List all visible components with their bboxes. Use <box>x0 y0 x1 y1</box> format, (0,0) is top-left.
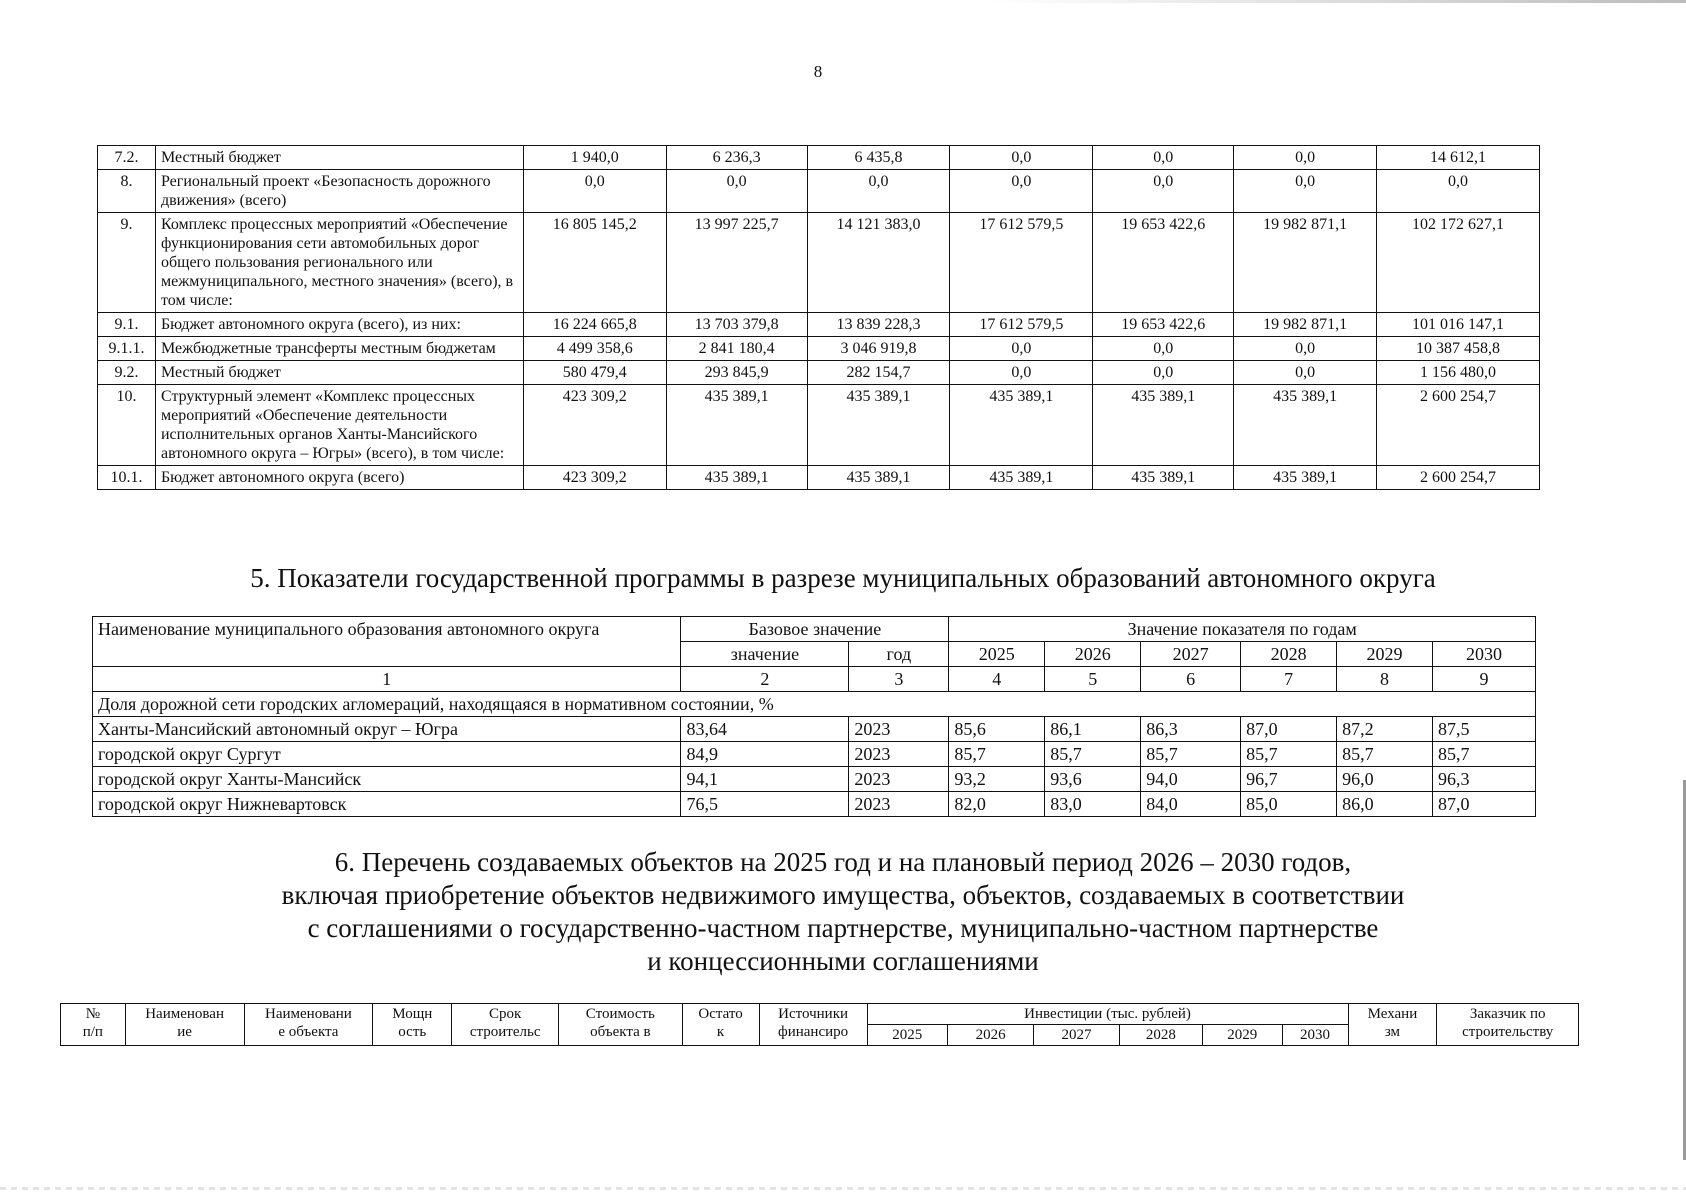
row-value: 435 389,1 <box>1093 466 1234 490</box>
col-number: 9 <box>1433 667 1536 692</box>
row-value: 0,0 <box>666 170 807 213</box>
year-value: 94,0 <box>1141 767 1241 792</box>
row-value: 101 016 147,1 <box>1377 313 1540 337</box>
header-term: Срок строительс <box>452 1004 559 1046</box>
row-value: 423 309,2 <box>523 385 666 466</box>
row-number: 10. <box>98 385 156 466</box>
col-number: 1 <box>93 667 681 692</box>
header-object: Наименовани е объекта <box>244 1004 373 1046</box>
row-value: 1 940,0 <box>523 146 666 170</box>
row-value: 435 389,1 <box>1093 385 1234 466</box>
scan-edge-bottom <box>0 1187 1686 1190</box>
year-value: 96,7 <box>1241 767 1337 792</box>
row-value: 423 309,2 <box>523 466 666 490</box>
row-value: 102 172 627,1 <box>1377 213 1540 313</box>
row-value: 14 612,1 <box>1377 146 1540 170</box>
objects-table <box>60 1003 1579 1046</box>
objects-header-row <box>61 1004 1579 1025</box>
year-value: 85,7 <box>1241 742 1337 767</box>
row-value: 435 389,1 <box>950 385 1093 466</box>
row-name: Бюджет автономного округа (всего), из них: <box>155 313 523 337</box>
row-value: 17 612 579,5 <box>950 313 1093 337</box>
year-value: 87,5 <box>1433 717 1536 742</box>
col-number: 5 <box>1045 667 1141 692</box>
investment-year: 2026 <box>948 1025 1034 1046</box>
row-value: 0,0 <box>950 361 1093 385</box>
row-value: 0,0 <box>950 146 1093 170</box>
investment-year: 2028 <box>1119 1025 1202 1046</box>
header-year-cell: 2025 <box>949 642 1045 667</box>
municipality-name: городской округ Нижневартовск <box>93 792 681 817</box>
row-number: 9.1.1. <box>98 337 156 361</box>
row-value: 19 653 422,6 <box>1093 313 1234 337</box>
year-value: 86,1 <box>1045 717 1141 742</box>
row-number: 7.2. <box>98 146 156 170</box>
row-value: 0,0 <box>1093 146 1234 170</box>
header-sources: Источники финансиро <box>759 1004 867 1046</box>
row-value: 3 046 919,8 <box>807 337 950 361</box>
year-value: 86,3 <box>1141 717 1241 742</box>
col-number: 2 <box>681 667 849 692</box>
row-value: 13 703 379,8 <box>666 313 807 337</box>
header-year-cell: 2030 <box>1433 642 1536 667</box>
year-value: 85,7 <box>1141 742 1241 767</box>
year-value: 84,0 <box>1141 792 1241 817</box>
municipality-name: городской округ Сургут <box>93 742 681 767</box>
year-value: 96,0 <box>1337 767 1433 792</box>
row-value: 435 389,1 <box>950 466 1093 490</box>
row-value: 0,0 <box>1234 337 1377 361</box>
header-remainder: Остато к <box>682 1004 759 1046</box>
financing-table <box>97 145 1540 490</box>
row-name: Комплекс процессных мероприятий «Обеспечение функционирования сети автомобильных дорог общего пользования регионального или межмуниципального, местного значения» (всего), в том числе: <box>155 213 523 313</box>
base-value: 83,64 <box>681 717 849 742</box>
year-value: 86,0 <box>1337 792 1433 817</box>
table-row <box>93 717 1536 742</box>
row-value: 0,0 <box>1377 170 1540 213</box>
header-capacity: Мощн ость <box>373 1004 452 1046</box>
year-value: 87,0 <box>1433 792 1536 817</box>
col-number: 3 <box>849 667 949 692</box>
row-value: 6 236,3 <box>666 146 807 170</box>
row-value: 0,0 <box>1093 337 1234 361</box>
header-investments: Инвестиции (тыс. рублей) <box>867 1004 1348 1025</box>
base-value: 94,1 <box>681 767 849 792</box>
row-value: 19 653 422,6 <box>1093 213 1234 313</box>
header-name: Наименован ие <box>125 1004 244 1046</box>
municipality-name: городской округ Ханты-Мансийск <box>93 767 681 792</box>
row-number: 10.1. <box>98 466 156 490</box>
year-value: 87,0 <box>1241 717 1337 742</box>
row-value: 282 154,7 <box>807 361 950 385</box>
year-value: 85,7 <box>1337 742 1433 767</box>
row-value: 0,0 <box>1234 146 1377 170</box>
row-name: Межбюджетные трансферты местным бюджетам <box>155 337 523 361</box>
row-number: 9.1. <box>98 313 156 337</box>
year-value: 82,0 <box>949 792 1045 817</box>
table-row <box>98 313 1540 337</box>
section-6-title-line: с соглашениями о государственно-частном партнерстве, муниципально-частном партнерстве <box>307 913 1379 943</box>
base-year: 2023 <box>849 792 949 817</box>
base-year: 2023 <box>849 767 949 792</box>
section-6-title-line: и концессионными соглашениями <box>647 946 1039 976</box>
section-6-title-line: включая приобретение объектов недвижимого имущества, объектов, создаваемых в соответствии <box>281 880 1405 910</box>
row-value: 0,0 <box>1234 361 1377 385</box>
header-no: № п/п <box>61 1004 126 1046</box>
row-name: Местный бюджет <box>155 146 523 170</box>
row-name: Бюджет автономного округа (всего) <box>155 466 523 490</box>
header-year: год <box>849 642 949 667</box>
year-value: 83,0 <box>1045 792 1141 817</box>
col-number: 7 <box>1241 667 1337 692</box>
table-header-row <box>93 617 1536 642</box>
table-row <box>93 767 1536 792</box>
table-row <box>98 146 1540 170</box>
year-value: 85,0 <box>1241 792 1337 817</box>
table-row <box>98 337 1540 361</box>
municipality-name: Ханты-Мансийский автономный округ – Югра <box>93 717 681 742</box>
row-value: 0,0 <box>1093 170 1234 213</box>
row-value: 435 389,1 <box>807 385 950 466</box>
row-value: 2 600 254,7 <box>1377 466 1540 490</box>
base-value: 76,5 <box>681 792 849 817</box>
header-mechanism: Механи зм <box>1348 1004 1437 1046</box>
investment-year: 2027 <box>1034 1025 1119 1046</box>
row-value: 435 389,1 <box>1234 385 1377 466</box>
year-value: 85,6 <box>949 717 1045 742</box>
header-customer: Заказчик по строительству <box>1437 1004 1579 1046</box>
base-year: 2023 <box>849 717 949 742</box>
row-value: 16 224 665,8 <box>523 313 666 337</box>
table-row <box>98 170 1540 213</box>
row-value: 0,0 <box>950 170 1093 213</box>
year-value: 85,7 <box>949 742 1045 767</box>
table-row <box>98 213 1540 313</box>
row-value: 2 600 254,7 <box>1377 385 1540 466</box>
header-value: значение <box>681 642 849 667</box>
row-value: 435 389,1 <box>666 385 807 466</box>
section-6-title-line: 6. Перечень создаваемых объектов на 2025 год и на плановый период 2026 – 2030 годов, <box>334 847 1352 877</box>
row-value: 4 499 358,6 <box>523 337 666 361</box>
row-value: 19 982 871,1 <box>1234 213 1377 313</box>
table-row <box>93 792 1536 817</box>
year-value: 96,3 <box>1433 767 1536 792</box>
row-value: 1 156 480,0 <box>1377 361 1540 385</box>
header-by-year: Значение показателя по годам <box>949 617 1536 642</box>
row-value: 0,0 <box>523 170 666 213</box>
investment-year: 2030 <box>1282 1025 1348 1046</box>
row-value: 580 479,4 <box>523 361 666 385</box>
header-base: Базовое значение <box>681 617 949 642</box>
table-row <box>98 385 1540 466</box>
row-value: 6 435,8 <box>807 146 950 170</box>
row-value: 0,0 <box>807 170 950 213</box>
header-cost: Стоимость объекта в <box>559 1004 682 1046</box>
investment-year: 2029 <box>1203 1025 1283 1046</box>
row-number: 8. <box>98 170 156 213</box>
row-value: 17 612 579,5 <box>950 213 1093 313</box>
indicators-table <box>92 616 1536 817</box>
table-row <box>98 466 1540 490</box>
row-value: 14 121 383,0 <box>807 213 950 313</box>
investment-year: 2025 <box>867 1025 947 1046</box>
scan-edge-top <box>986 0 1686 3</box>
indicator-row <box>93 692 1536 717</box>
section-6-title <box>0 846 1686 978</box>
row-number: 9.2. <box>98 361 156 385</box>
row-value: 293 845,9 <box>666 361 807 385</box>
row-value: 0,0 <box>1093 361 1234 385</box>
row-name: Местный бюджет <box>155 361 523 385</box>
column-numbers-row <box>93 667 1536 692</box>
base-value: 84,9 <box>681 742 849 767</box>
indicator-title: Доля дорожной сети городских агломераций, находящаяся в нормативном состоянии, % <box>93 692 1536 717</box>
base-year: 2023 <box>849 742 949 767</box>
row-value: 435 389,1 <box>666 466 807 490</box>
row-value: 16 805 145,2 <box>523 213 666 313</box>
section-5-title: 5. Показатели государственной программы в разрезе муниципальных образований автономного округа <box>250 563 1436 593</box>
row-value: 2 841 180,4 <box>666 337 807 361</box>
row-value: 10 387 458,8 <box>1377 337 1540 361</box>
row-number: 9. <box>98 213 156 313</box>
col-number: 4 <box>949 667 1045 692</box>
row-value: 19 982 871,1 <box>1234 313 1377 337</box>
year-value: 85,7 <box>1433 742 1536 767</box>
page-number: 8 <box>813 62 823 81</box>
header-year-cell: 2028 <box>1241 642 1337 667</box>
col-number: 6 <box>1141 667 1241 692</box>
row-value: 0,0 <box>950 337 1093 361</box>
header-year-cell: 2029 <box>1337 642 1433 667</box>
row-value: 0,0 <box>1234 170 1377 213</box>
header-name: Наименование муниципального образования автономного округа <box>93 617 681 667</box>
row-value: 435 389,1 <box>807 466 950 490</box>
year-value: 87,2 <box>1337 717 1433 742</box>
header-year-cell: 2026 <box>1045 642 1141 667</box>
table-row <box>93 742 1536 767</box>
row-name: Структурный элемент «Комплекс процессных мероприятий «Обеспечение деятельности исполнительных органов Ханты-Мансийского автономного округа – Югры» (всего), в том числе: <box>155 385 523 466</box>
row-value: 13 997 225,7 <box>666 213 807 313</box>
row-name: Региональный проект «Безопасность дорожного движения» (всего) <box>155 170 523 213</box>
year-value: 85,7 <box>1045 742 1141 767</box>
col-number: 8 <box>1337 667 1433 692</box>
row-value: 13 839 228,3 <box>807 313 950 337</box>
header-year-cell: 2027 <box>1141 642 1241 667</box>
row-value: 435 389,1 <box>1234 466 1377 490</box>
year-value: 93,6 <box>1045 767 1141 792</box>
year-value: 93,2 <box>949 767 1045 792</box>
table-row <box>98 361 1540 385</box>
